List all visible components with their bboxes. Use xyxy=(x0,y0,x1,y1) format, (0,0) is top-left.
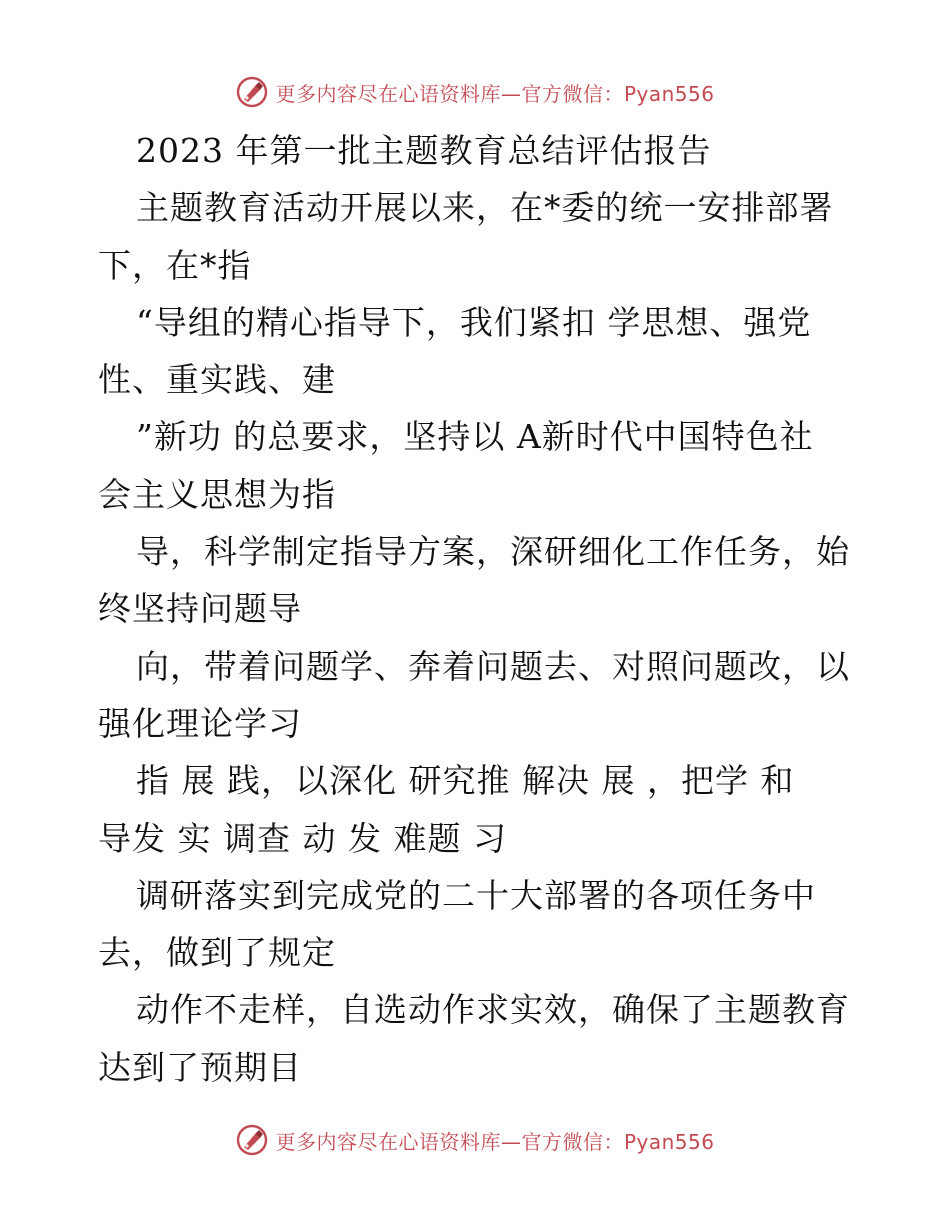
text-line: 导发 实 调查 动 发 难题 习 xyxy=(98,818,507,858)
watermark-footer xyxy=(0,1118,950,1162)
text-line: 下，在*指 xyxy=(98,245,252,285)
text-line: 终坚持问题导 xyxy=(98,589,302,629)
text-line: ”新功 的总要求，坚持以 A新时代中国特色社 xyxy=(136,417,814,457)
text-line: 动作不走样，自选动作求实效，确保了主题教育 xyxy=(136,990,850,1030)
text-line: 去，做到了规定 xyxy=(98,933,336,973)
pen-nib-logo-icon xyxy=(235,75,269,109)
text-line: 达到了预期目 xyxy=(98,1047,302,1087)
text-line: 导，科学制定指导方案，深研细化工作任务，始 xyxy=(136,532,850,572)
text-line: 强化理论学习 xyxy=(98,703,302,743)
text-line: 会主义思想为指 xyxy=(98,474,336,514)
watermark-text: 更多内容尽在心语资料库—官方微信：Pyan556 xyxy=(275,81,715,106)
document-body xyxy=(98,122,858,1096)
pen-nib-logo-icon xyxy=(235,1123,269,1157)
text-line: 性、重实践、建 xyxy=(98,360,336,400)
text-line: 调研落实到完成党的二十大部署的各项任务中 xyxy=(136,875,816,915)
document-title: 2023 年第一批主题教育总结评估报告 xyxy=(136,131,712,170)
text-line: “导组的精心指导下，我们紧扣 学思想、强党 xyxy=(136,302,812,342)
text-line: 向，带着问题学、奔着问题去、对照问题改，以 xyxy=(136,646,850,686)
text-line: 主题教育活动开展以来，在*委的统一安排部署 xyxy=(136,188,834,228)
watermark-header xyxy=(0,70,950,114)
text-line: 指 展 践，以深化 研究推 解决 展 ，把学 和 xyxy=(136,761,795,801)
watermark-text: 更多内容尽在心语资料库—官方微信：Pyan556 xyxy=(275,1129,715,1154)
